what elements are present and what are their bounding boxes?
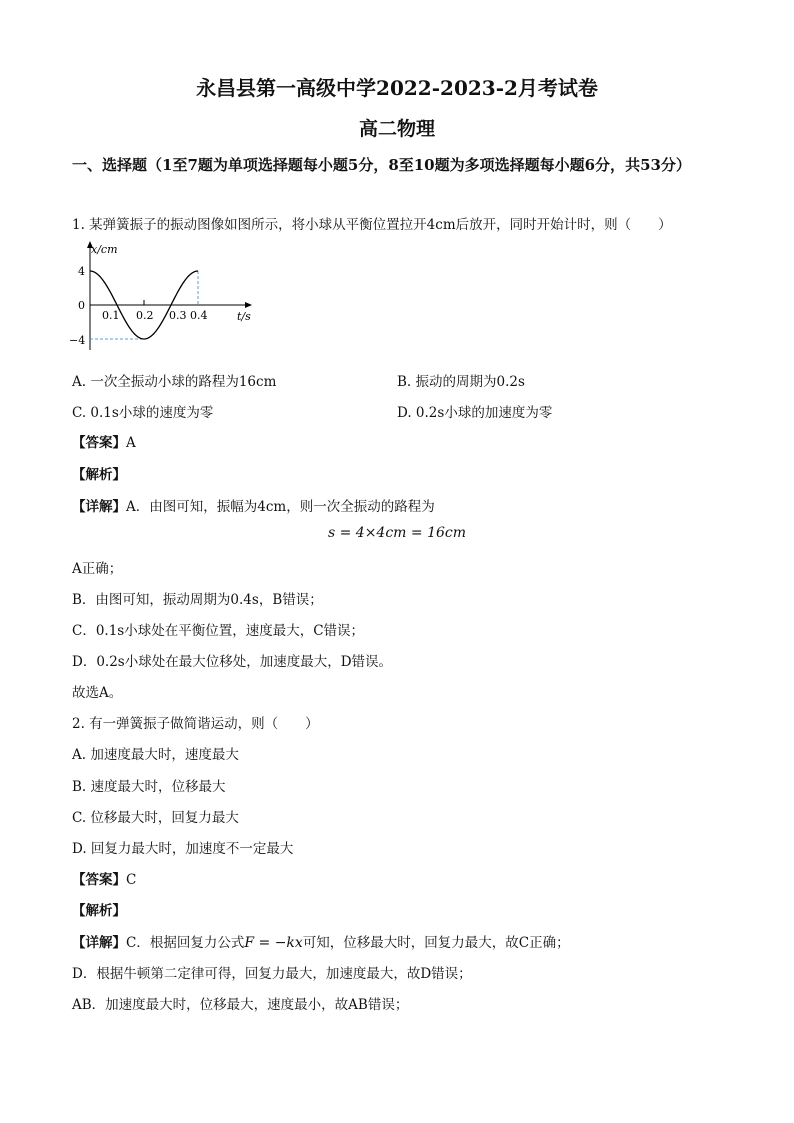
q1-formula: s = 4×4cm = 16cm (327, 525, 467, 541)
q1-option-b: B. 振动的周期为0.2s (397, 374, 525, 390)
detail-label: 【详解】 (72, 935, 126, 951)
detail-text: 可知，位移最大时，回复力最大，故C正确； (302, 935, 570, 951)
detail-text: A．由图可知，振幅为4cm，则一次全振动的路程为 (126, 499, 435, 515)
y-tick-label: 4 (78, 265, 85, 278)
q2-stem: 2. 有一弹簧振子做简谐运动，则（ ） (72, 716, 319, 732)
section-heading: 一、选择题（1至7题为单项选择题每小题5分，8至10题为多项选择题每小题6分，共53分） (72, 156, 691, 174)
q1-vibration-graph (60, 238, 260, 356)
answer-value: C (126, 872, 137, 888)
q1-option-c: C. 0.1s小球的速度为零 (72, 405, 214, 421)
q2-option-c: C. 位移最大时，回复力最大 (72, 810, 239, 826)
q1-answer (72, 431, 136, 451)
q1-line-d: D．0.2s小球处在最大位移处，加速度最大，D错误。 (72, 654, 393, 670)
q2-line-d: D．根据牛顿第二定律可得，回复力最大，加速度最大，故D错误； (72, 966, 472, 982)
x-tick-label: 0.1 (102, 309, 120, 322)
q2-detail-c (72, 931, 570, 951)
q2-answer (72, 868, 136, 888)
y-tick-label: −4 (69, 334, 86, 347)
q1-option-d: D. 0.2s小球的加速度为零 (397, 405, 553, 421)
y-axis-label: x/cm (91, 243, 118, 256)
force-formula: F = −kx (244, 935, 303, 951)
q2-line-ab: AB．加速度最大时，位移最大，速度最小，故AB错误； (72, 997, 409, 1013)
q1-stem: 1. 某弹簧振子的振动图像如图所示，将小球从平衡位置拉开4cm后放开，同时开始计时，则（ ） (72, 217, 672, 233)
x-tick-label: 0.2 (136, 309, 154, 322)
q2-option-d: D. 回复力最大时，加速度不一定最大 (72, 841, 294, 857)
q2-option-b: B. 速度最大时，位移最大 (72, 779, 226, 795)
exam-title: 永昌县第一高级中学2022-2023-2月考试卷 (196, 76, 598, 100)
q1-conclusion: 故选A。 (72, 685, 123, 701)
q1-analysis-label: 【解析】 (72, 467, 126, 483)
q2-option-a: A. 加速度最大时，速度最大 (72, 747, 239, 763)
q1-line-c: C．0.1s小球处在平衡位置，速度最大，C错误； (72, 623, 365, 639)
answer-label: 【答案】 (72, 872, 126, 888)
exam-subtitle: 高二物理 (358, 118, 435, 140)
detail-label: 【详解】 (72, 499, 126, 515)
q1-detail-a (72, 495, 435, 515)
x-axis-arrow (245, 302, 252, 308)
answer-value: A (126, 435, 136, 451)
y-tick-label: 0 (78, 299, 85, 312)
x-tick-label: 0.4 (190, 309, 208, 322)
x-axis-label: t/s (237, 310, 251, 323)
x-tick-label: 0.3 (169, 309, 187, 322)
q1-line-b: B．由图可知，振动周期为0.4s，B错误； (72, 592, 323, 608)
answer-label: 【答案】 (72, 435, 126, 451)
q2-analysis-label: 【解析】 (72, 903, 126, 919)
q1-option-a: A. 一次全振动小球的路程为16cm (72, 374, 277, 390)
detail-text: C．根据回复力公式 (126, 935, 245, 951)
q1-line-a-correct: A正确； (72, 561, 123, 577)
